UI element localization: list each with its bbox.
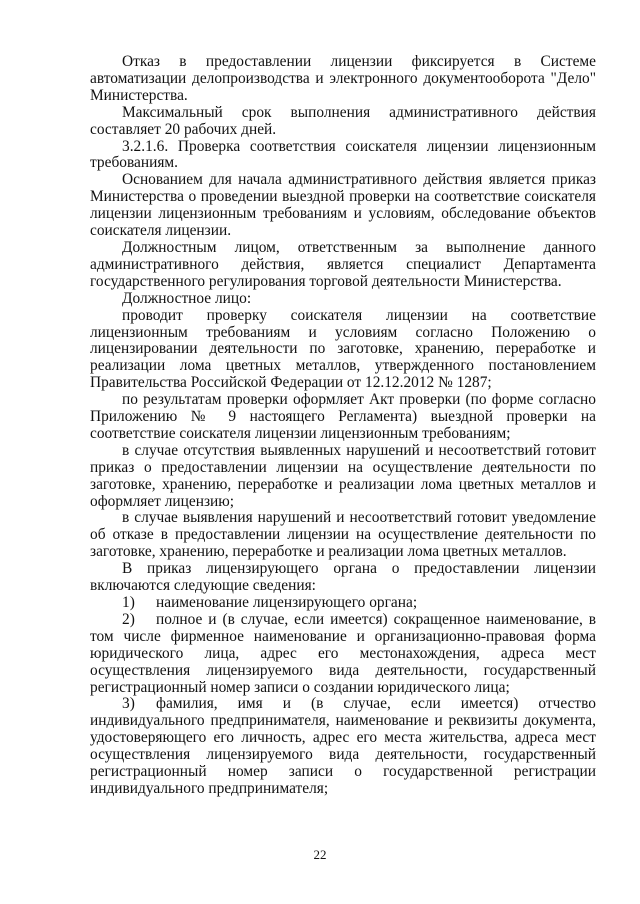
- document-page: [90, 54, 596, 798]
- list-item-number: 2): [122, 610, 135, 628]
- paragraph-official-intro: Должностное лицо:: [122, 289, 252, 307]
- paragraph-refusal-recording: Отказ в предоставлении лицензии фиксируется в Системе автоматизации делопроизводства и электронного документооборота "Дело" Министерства.: [90, 53, 596, 104]
- paragraph-order-contents: В приказ лицензирующего органа о предоставлении лицензии включаются следующие сведения:: [90, 560, 596, 595]
- list-item-number: 1): [122, 594, 135, 611]
- section-heading-3-2-1-6: 3.2.1.6. Проверка соответствия соискателя лицензии лицензионным требованиям.: [90, 137, 596, 172]
- list-item-number: 3): [122, 695, 135, 713]
- paragraph-conducts-check: проводит проверку соискателя лицензии на соответствие лицензионным требованиям и условиям согласно Положению о лицензировании деятельности по заготовке, хранению, переработке и реализации лома цветных металлов, утвержденного постановлением Правительства Российской Федерации от 12.12.2012 № 1287;: [90, 306, 596, 392]
- paragraph-no-violations: в случае отсутствия выявленных нарушений и несоответствий готовит приказ о предоставлении лицензии на осуществление деятельности по заготовке, хранению, переработке и реализации лома цветных металлов и оформляет лицензию;: [90, 441, 596, 510]
- list-item-text: полное и (в случае, если имеется) сокращенное наименование, в том числе фирменное наименование и организационно-правовая форма юридического лица, адрес его местонахождения, адреса мест осуществления лицензируемого вида деятельности, государственный регистрационный номер записи о создании юридического лица;: [90, 610, 596, 696]
- paragraph-max-duration: Максимальный срок выполнения административного действия составляет 20 рабочих дней.: [90, 103, 596, 138]
- paragraph-responsible-official: Должностным лицом, ответственным за выполнение данного административного действия, является специалист Департамента государственного регулирования торговой деятельности Министерства.: [90, 238, 596, 290]
- paragraph-violations: в случае выявления нарушений и несоответствий готовит уведомление об отказе в предоставлении лицензии на осуществление деятельности по заготовке, хранению, переработке и реализации лома цветных металлов.: [90, 509, 596, 561]
- list-item: [90, 612, 596, 697]
- list-item-text: наименование лицензирующего органа;: [156, 594, 418, 611]
- list-item-text: фамилия, имя и (в случае, если имеется) отчество индивидуального предпринимателя, наименование и реквизиты документа, удостоверяющего его личность, адрес его места жительства, адреса мест осуществления лицензируемого вида деятельности, государственный регистрационный номер записи о государственной регистрации индивидуального предпринимателя;: [90, 695, 596, 797]
- paragraph-grounds: Основанием для начала административного действия является приказ Министерства о проведении выездной проверки на соответствие соискателя лицензии лицензионным требованиям и условиям, обследование объектов соискателя лицензии.: [90, 171, 596, 240]
- list-item: [90, 696, 596, 797]
- list-item: [90, 595, 596, 612]
- paragraph-issues-act: по результатам проверки оформляет Акт проверки (по форме согласно Приложению № 9 настоящего Регламента) выездной проверки на соответствие соискателя лицензии лицензионным требованиям;: [90, 391, 596, 442]
- page-number: 22: [313, 847, 327, 862]
